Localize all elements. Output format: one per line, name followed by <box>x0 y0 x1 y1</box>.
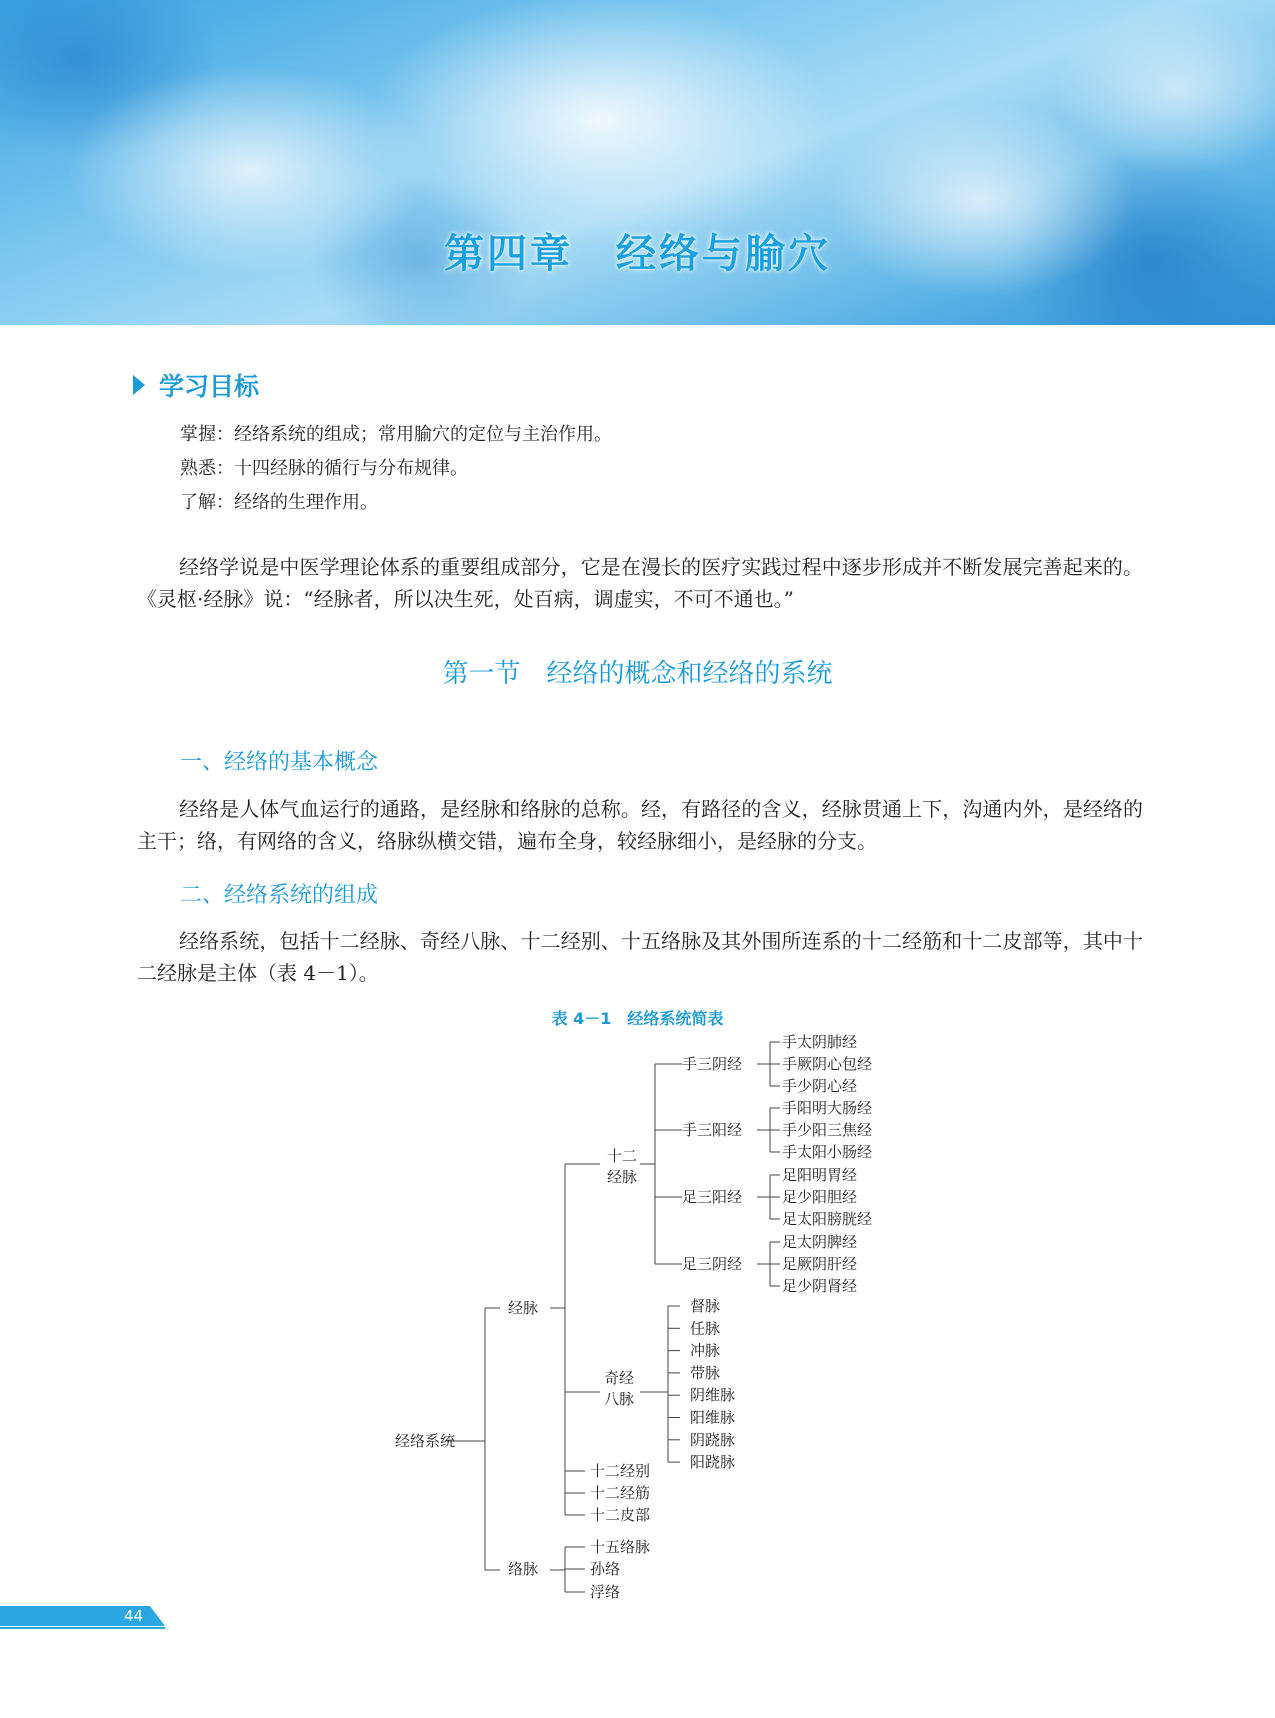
objective-item: 了解：经络的生理作用。 <box>180 492 378 513</box>
tree-luomai-label: 络脉 <box>508 1560 539 1578</box>
page-number: 44 <box>124 1607 144 1625</box>
tree-meridian-label: 足太阳膀胱经 <box>782 1210 873 1228</box>
page-number-underline <box>0 1627 165 1629</box>
section-title: 第一节 经络的概念和经络的系统 <box>442 659 833 689</box>
composition-paragraph: 经络系统，包括十二经脉、奇经八脉、十二经别、十五络脉及其外围所连系的十二经筋和十二皮部等，其中十二经脉是主体（表 4－1）。 <box>137 929 1143 985</box>
objective-item: 熟悉：十四经脉的循行与分布规律。 <box>180 458 468 479</box>
chapter-title: 第四章 经络与腧穴 <box>444 230 831 277</box>
tree-meridian-label: 手少阳三焦经 <box>782 1121 873 1139</box>
tree-extra-meridian-label: 督脉 <box>690 1297 721 1315</box>
table-caption: 表 4－1 经络系统简表 <box>551 1009 724 1028</box>
tree-root-label: 经络系统 <box>395 1432 456 1450</box>
tree-collateral-label: 十五络脉 <box>590 1538 651 1556</box>
concept-paragraph: 经络是人体气血运行的通路，是经脉和络脉的总称。经，有路径的含义，经脉贯通上下，沟通内外，是经络的主干；络，有网络的含义，络脉纵横交错，遍布全身，较经脉细小，是经脉的分支。 <box>137 797 1143 853</box>
tree-collateral-label: 孙络 <box>590 1560 621 1578</box>
tree-labels <box>395 1033 872 1601</box>
tree-extra-meridian-label: 带脉 <box>690 1363 721 1382</box>
tree-qijing-label: 八脉 <box>604 1390 635 1408</box>
tree-extra-meridian-label: 任脉 <box>690 1319 721 1338</box>
tree-meridian-label: 手厥阴心包经 <box>782 1055 873 1073</box>
subsection-title-concept: 一、经络的基本概念 <box>180 750 379 775</box>
tree-meridian-label: 手太阳小肠经 <box>782 1143 873 1161</box>
objective-item: 掌握：经络系统的组成；常用腧穴的定位与主治作用。 <box>180 424 612 445</box>
tree-extra-meridian-label: 阳维脉 <box>690 1408 736 1427</box>
tree-qijing-label: 奇经 <box>604 1369 635 1387</box>
tree-other-label: 十二经筋 <box>590 1484 651 1502</box>
subsection-title-composition: 二、经络系统的组成 <box>180 883 379 908</box>
tree-meridian-label: 足阳明胃经 <box>782 1166 858 1184</box>
tree-meridian-label: 足少阳胆经 <box>782 1188 858 1206</box>
tree-extra-meridian-label: 阴维脉 <box>690 1386 736 1405</box>
tree-other-label: 十二皮部 <box>590 1506 651 1524</box>
tree-meridian-label: 手阳明大肠经 <box>782 1099 873 1117</box>
tree-meridian-label: 足少阴肾经 <box>782 1277 858 1295</box>
objectives-title: 学习目标 <box>159 372 260 401</box>
tree-meridian-label: 手太阴肺经 <box>782 1033 858 1051</box>
tree-collateral-label: 浮络 <box>590 1583 621 1601</box>
tree-group-label: 足三阴经 <box>682 1255 743 1273</box>
tree-meridian-label: 足太阴脾经 <box>782 1233 858 1251</box>
tree-meridian-label: 足厥阴肝经 <box>782 1255 858 1273</box>
tree-twelve-label: 经脉 <box>607 1168 638 1186</box>
tree-jingmai-label: 经脉 <box>508 1299 539 1317</box>
tree-extra-meridian-label: 阳跷脉 <box>690 1453 736 1472</box>
tree-group-label: 手三阴经 <box>682 1055 743 1073</box>
tree-extra-meridian-label: 阴跷脉 <box>690 1430 736 1449</box>
intro-paragraph: 经络学说是中医学理论体系的重要组成部分，它是在漫长的医疗实践过程中逐步形成并不断发展完善起来的。《灵枢·经脉》说：“经脉者，所以决生死，处百病，调虚实，不可不通也。” <box>137 555 1143 611</box>
tree-other-label: 十二经别 <box>590 1462 651 1480</box>
tree-meridian-label: 手少阴心经 <box>782 1077 858 1095</box>
tree-group-label: 足三阳经 <box>682 1188 743 1206</box>
tree-extra-meridian-label: 冲脉 <box>690 1341 721 1360</box>
tree-group-label: 手三阳经 <box>682 1121 743 1139</box>
tree-twelve-label: 十二 <box>607 1147 638 1165</box>
